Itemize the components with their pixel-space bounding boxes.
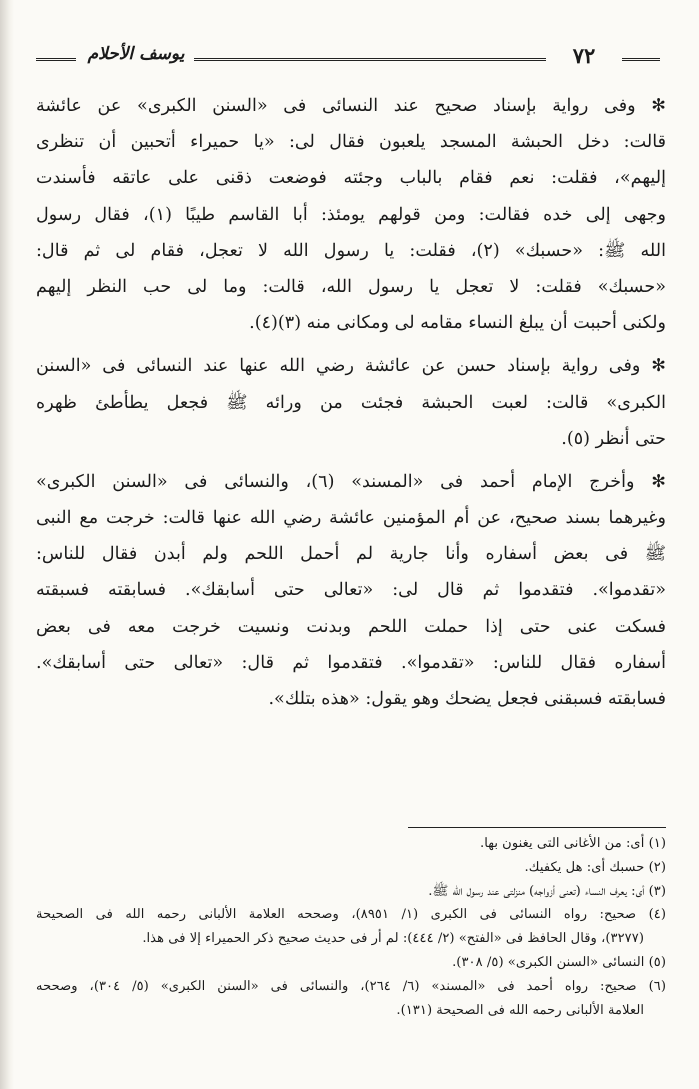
body-line: فسابقته فسبقنى فجعل يضحك وهو يقول: «هذه بتلك».	[268, 689, 666, 709]
footnote: (٤) صحيح: رواه النسائى فى الكبرى (١/ ٨٩٥١)، وصححه العلامة الألبانى رحمه الله فى الصحيحة	[36, 907, 666, 923]
body-line: وغيرهما بسند صحيح، عن أم المؤمنين عائشة رضي الله عنها قالت: خرجت مع النبى	[36, 508, 666, 529]
page-header	[36, 44, 666, 74]
running-title: يوسف الأحلام	[87, 44, 185, 64]
body-line: ✻ وفى رواية بإسناد صحيح عند النسائى فى «السنن الكبرى» عن عائشة	[36, 96, 666, 116]
body-line: إليهم»، فقلت: نعم فقام بالباب وجئته فوضعت ذقنى على عاتقه فأسندت	[36, 168, 666, 189]
body-line: «حسبك» فقلت: لا تعجل يا رسول الله، قالت: وما لى حب النظر إليهم	[36, 276, 666, 297]
body-line: الله ﷺ: «حسبك» (٢)، فقلت: يا رسول الله لا تعجل، فقام لى ثم قال:	[36, 240, 666, 261]
footnotes	[36, 832, 666, 1022]
body-line: ✻ وأخرج الإمام أحمد فى «المسند» (٦)، والنسائى فى «السنن الكبرى»	[36, 471, 666, 492]
body-line: أسفاره فقال للناس: «تقدموا». فتقدموا ثم قال: «تعالى حتى أسابقك».	[36, 652, 666, 673]
footnote: (٦) صحيح: رواه أحمد فى «المسند» (٦/ ٢٦٤)، والنسائى فى «السنن الكبرى» (٥/ ٣٠٤)، وصححه	[36, 978, 666, 994]
header-rule-right	[622, 58, 660, 61]
body-line: قالت: دخل الحبشة المسجد يلعبون فقال لى: «يا حميراء أتحبين أن تنظرى	[36, 132, 666, 153]
body-line: الكبرى» قالت: لعبت الحبشة فجئت من ورائه ﷺ فجعل يطأطئ ظهره	[36, 392, 666, 413]
footnote-continuation: العلامة الألبانى رحمه الله فى الصحيحة (١٣١).	[396, 1002, 644, 1018]
footnote-continuation: (٣٢٧٧)، وقال الحافظ فى «الفتح» (٢/ ٤٤٤): لم أر فى حديث صحيح ذكر الحميراء إلا فى هذا.	[142, 931, 644, 947]
body-line: وجهى إلى خده فقالت: ومن قولهم يومئذ: أبا القاسم طيبًا (١)، فقال رسول	[36, 204, 666, 225]
body-line: «تقدموا». فتقدموا ثم قال لى: «تعالى حتى أسابقك». فسابقته فسبقته	[36, 580, 666, 601]
body-line: حتى أنظر (٥).	[561, 428, 666, 449]
header-rule-middle	[194, 58, 546, 61]
body-line: ✻ وفى رواية بإسناد حسن عن عائشة رضي الله عنها عند النسائى فى «السنن	[36, 356, 666, 377]
header-rule-left	[36, 58, 76, 61]
binding-shadow	[0, 0, 14, 1089]
footnote: (٣) أى: يعرف النساء (تعنى أزواجه) منزلتى عند رسول الله ﷺ.	[428, 883, 666, 899]
body-line: ﷺ فى بعض أسفاره وأنا جارية لم أحمل اللحم ولم أبدن فقال للناس:	[36, 544, 666, 565]
footnote: (٥) النسائى «السنن الكبرى» (٥/ ٣٠٨).	[452, 954, 666, 970]
body-text	[36, 88, 666, 717]
footnote: (١) أى: من الأغانى التى يغنون بها.	[480, 836, 666, 851]
footnote-separator	[408, 827, 666, 828]
body-line: فسكت عنى حتى إذا حملت اللحم وبدنت ونسيت خرجت معه فى بعض	[36, 616, 666, 637]
body-line: ولكنى أحببت أن يبلغ النساء مقامه لى ومكانى منه (٣)(٤).	[249, 313, 666, 334]
page-number: ٧٢	[572, 43, 596, 68]
footnote: (٢) حسبك أى: هل يكفيك.	[524, 859, 666, 875]
